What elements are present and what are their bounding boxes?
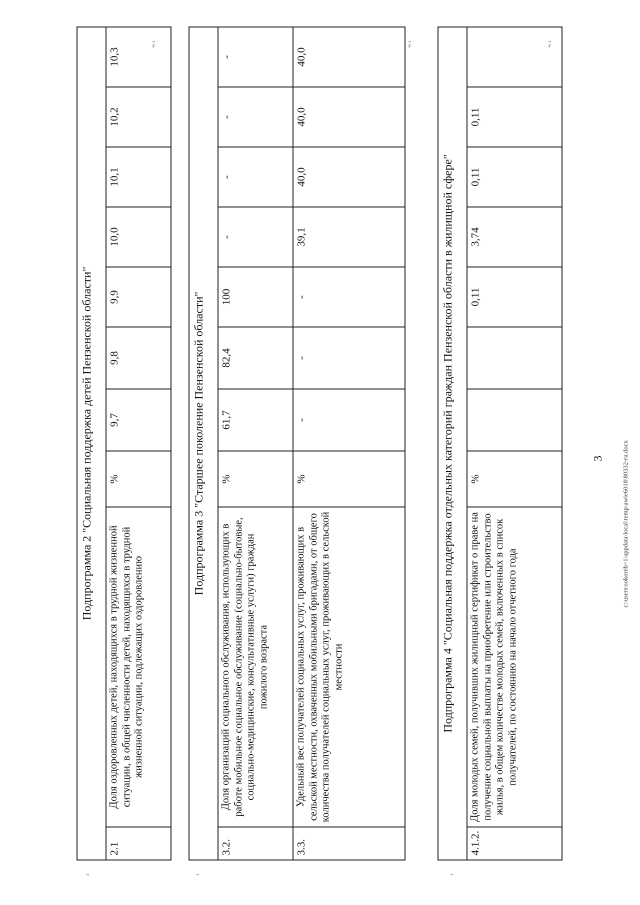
margin-mark: ª¹ ² <box>152 40 158 47</box>
value-cell: - <box>293 389 405 451</box>
margin-mark: ª¹ ² <box>548 40 554 47</box>
margin-mark: ³ <box>86 873 92 875</box>
margin-mark: ³ <box>450 873 456 875</box>
subprogram-2-table <box>76 26 171 860</box>
value-cell: 0,11 <box>467 87 562 147</box>
value-cell: 0,11 <box>467 147 562 207</box>
table-row <box>218 26 293 859</box>
table-row <box>106 26 171 859</box>
row-number: 3.2. <box>218 827 293 860</box>
value-cell: - <box>293 327 405 389</box>
value-cell: 3,74 <box>467 207 562 267</box>
value-cell <box>467 26 562 86</box>
value-cell: 40,0 <box>293 26 405 86</box>
indicator-description: Доля молодых семей, получивших жилищный сертификат о праве на получение социальной выплаты на приобретение или строительство жилья, в общем количестве молодых семей, включенных в список получателей, по состоянию на начало отчетного года <box>467 507 562 827</box>
value-cell <box>467 389 562 451</box>
section-title: Подпрограмма 4 "Социальная поддержка отдельных категорий граждан Пензенской области в жилищной сфере" <box>438 26 467 859</box>
value-cell: 10,0 <box>106 207 171 267</box>
value-cell: - <box>218 147 293 207</box>
margin-mark: ª¹ ² <box>408 40 414 47</box>
section-title: Подпрограмма 3 "Старшее поколение Пензенской области" <box>189 26 218 859</box>
value-cell: 10,3 <box>106 26 171 86</box>
margin-mark: ³ <box>196 873 202 875</box>
unit-cell: % <box>106 451 171 507</box>
value-cell <box>467 327 562 389</box>
indicator-description: Доля организаций социального обслуживания, использующих в работе мобильное социальное обслуживание (социально-бытовые, социально-медицинские, консультативные услуги) граждан пожилого возраста <box>218 507 293 827</box>
unit-cell: % <box>467 451 562 507</box>
value-cell: 0,11 <box>467 267 562 327</box>
value-cell: 9,9 <box>106 267 171 327</box>
value-cell: - <box>218 26 293 86</box>
value-cell: 9,7 <box>106 389 171 451</box>
table-row <box>467 26 562 859</box>
value-cell: - <box>293 267 405 327</box>
value-cell: 61,7 <box>218 389 293 451</box>
unit-cell: % <box>218 451 293 507</box>
page-number: 3 <box>590 455 604 461</box>
value-cell: 39,1 <box>293 207 405 267</box>
value-cell: 40,0 <box>293 147 405 207</box>
row-number: 2.1 <box>106 827 171 860</box>
section-title: Подпрограмма 2 "Социальная поддержка детей Пензенской области" <box>77 26 106 859</box>
value-cell: 10,1 <box>106 147 171 207</box>
value-cell: 40,0 <box>293 87 405 147</box>
value-cell: - <box>218 207 293 267</box>
indicator-description: Доля оздоровленных детей, находящихся в трудной жизненной ситуации, в общей численности детей, находящихся в трудной жизненной ситуации, подлежащих оздоровлению <box>106 507 171 827</box>
indicator-description: Удельный вес получателей социальных услуг, проживающих в сельской местности, охваченных мобильными бригадами, от общего количества получателей социальных услуг, проживающих в сельской местности <box>293 507 405 827</box>
value-cell: 9,8 <box>106 327 171 389</box>
value-cell: 10,2 <box>106 87 171 147</box>
subprogram-4-table <box>437 26 562 860</box>
row-number: 4.1.2. <box>467 827 562 860</box>
value-cell: 82,4 <box>218 327 293 389</box>
value-cell: - <box>218 87 293 147</box>
unit-cell: % <box>293 451 405 507</box>
table-row <box>293 26 405 859</box>
value-cell: 100 <box>218 267 293 327</box>
file-path-footer: c:\users\sokoreb~1\appdata\local\temp\awie6018\80332-ru.docx <box>622 439 629 607</box>
subprogram-3-table <box>188 26 405 860</box>
row-number: 3.3. <box>293 827 405 860</box>
